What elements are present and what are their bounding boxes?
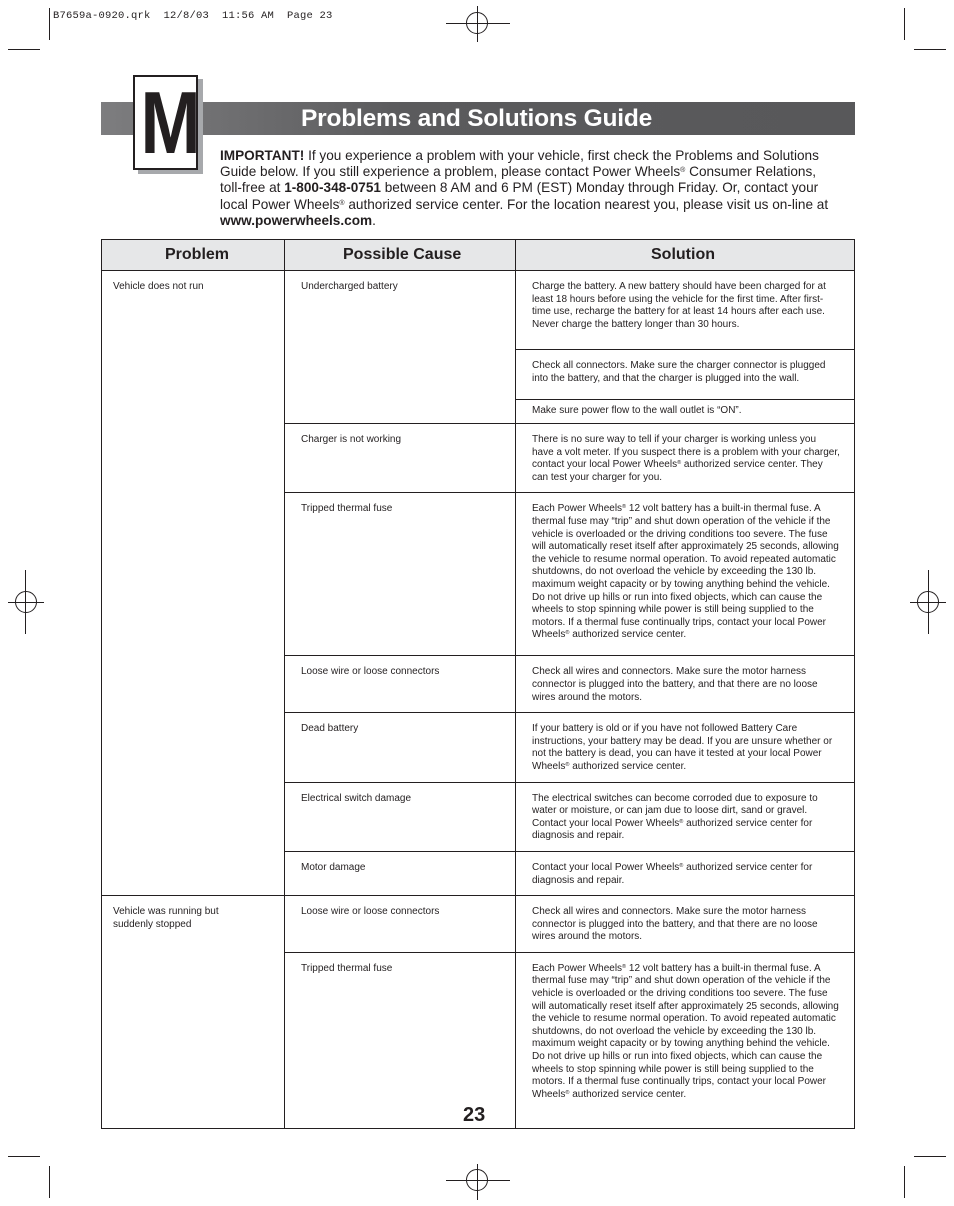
cause-cell bbox=[285, 493, 516, 656]
cause-cell bbox=[285, 713, 516, 782]
registered-mark: ® bbox=[565, 761, 570, 768]
crop-mark-bottom-right-h bbox=[914, 1156, 946, 1157]
solution-cell bbox=[516, 952, 855, 1128]
solution-text: Make sure power flow to the wall outlet is “ON”. bbox=[532, 405, 742, 416]
cause-cell bbox=[285, 656, 516, 713]
registered-mark: ® bbox=[565, 1089, 570, 1096]
cause-text: Electrical switch damage bbox=[301, 792, 412, 804]
crop-mark-top-right-h bbox=[914, 49, 946, 50]
registered-mark: ® bbox=[622, 504, 627, 511]
header-cause: Possible Cause bbox=[285, 240, 516, 271]
solution-cell bbox=[516, 851, 855, 895]
intro-text-1: If you experience a problem with your vehicle, first check the Problems and Solutions Guide below. If you still experience a problem, please contact Power Wheels bbox=[220, 148, 819, 180]
table-row bbox=[102, 271, 855, 350]
solution-text: Check all connectors. Make sure the charger connector is plugged into the battery, and that the charger is plugged into the wall. bbox=[532, 360, 826, 384]
intro-text-3: between 8 AM and 6 PM (EST) Monday through Friday. Or, contact your local Power Wheels bbox=[220, 180, 819, 212]
intro-text-4: authorized service center. For the location nearest you, please visit us on-line at bbox=[344, 196, 829, 212]
file-stamp: B7659a-0920.qrk 12/8/03 11:56 AM Page 23 bbox=[53, 10, 333, 22]
solution-text: Check all wires and connectors. Make sure the motor harness connector is plugged into the battery, and that there are no loose wires around the motors. bbox=[532, 906, 818, 943]
registered-mark: ® bbox=[622, 963, 627, 970]
solution-text: There is no sure way to tell if your charger is working unless you have a volt meter. If you suspect there is a problem with your charger, contact your local Power Wheels® authorized service center. They can test your charger for you. bbox=[532, 434, 840, 483]
cause-text: Dead battery bbox=[301, 723, 359, 735]
page-title: Problems and Solutions Guide bbox=[301, 105, 653, 132]
crop-mark-bottom-left-v bbox=[49, 1166, 50, 1198]
registered-mark: ® bbox=[680, 167, 686, 175]
solution-cell bbox=[516, 400, 855, 424]
page-number: 23 bbox=[463, 1104, 486, 1126]
registered-mark: ® bbox=[677, 460, 682, 467]
solution-text: If your battery is old or if you have not followed Battery Care instructions, your battery may be dead. If you are unsure whether or not the battery is dead, you can have it tested at your local Power Wheels® authorized service center. bbox=[532, 723, 833, 772]
solution-cell bbox=[516, 271, 855, 350]
section-letter: M bbox=[140, 73, 198, 172]
cause-text: Tripped thermal fuse bbox=[301, 962, 393, 974]
cause-text: Tripped thermal fuse bbox=[301, 503, 393, 515]
cause-text: Loose wire or loose connectors bbox=[301, 666, 440, 678]
cause-text: Loose wire or loose connectors bbox=[301, 906, 440, 918]
header-problem: Problem bbox=[102, 240, 285, 271]
solution-text: The electrical switches can become corroded due to exposure to water or moisture, or can jam due to loose dirt, sand or gravel. Contact your local Power Wheels® authorized service center for diagnosis and repair. bbox=[532, 792, 818, 842]
registered-mark: ® bbox=[339, 199, 345, 207]
crop-mark-bottom-left-h bbox=[8, 1156, 40, 1157]
cause-cell bbox=[285, 896, 516, 953]
registered-mark: ® bbox=[565, 630, 570, 637]
title-bar bbox=[101, 102, 855, 135]
cause-cell bbox=[285, 424, 516, 493]
cause-cell bbox=[285, 782, 516, 851]
cause-text: Charger is not working bbox=[301, 434, 402, 445]
solution-cell bbox=[516, 424, 855, 493]
cause-cell bbox=[285, 271, 516, 424]
problem-cell bbox=[102, 896, 285, 1129]
crop-mark-top-left-v bbox=[49, 8, 50, 40]
problems-solutions-table bbox=[101, 239, 855, 1129]
website-url: www.powerwheels.com bbox=[220, 212, 373, 228]
solution-text: Charge the battery. A new battery should have been charged for at least 18 hours before using the vehicle for the first time. After first-time use, recharge the battery for at least 14 hours after each use. Never charge the battery longer than 30 hours. bbox=[532, 281, 826, 330]
intro-paragraph bbox=[220, 148, 840, 229]
cause-text: Motor damage bbox=[301, 861, 366, 873]
solution-cell bbox=[516, 896, 855, 953]
crop-mark-bottom-right-v bbox=[904, 1166, 905, 1198]
solution-text: Contact your local Power Wheels® authorized service center for diagnosis and repair. bbox=[532, 861, 813, 886]
problem-text: Vehicle was running but suddenly stopped bbox=[113, 906, 219, 930]
solution-cell bbox=[516, 713, 855, 782]
table-header-row bbox=[102, 240, 855, 271]
solution-text: Check all wires and connectors. Make sure the motor harness connector is plugged into the battery, and that there are no loose wires around the motors. bbox=[532, 666, 818, 703]
section-tab bbox=[133, 75, 198, 170]
solution-cell bbox=[516, 782, 855, 851]
solution-text: Each Power Wheels® 12 volt battery has a built-in thermal fuse. A thermal fuse may “trip” and shut down operation of the vehicle if the vehicle is overloaded or the driving conditions too severe. The fuse will automatically reset itself after approximately 25 seconds, allowing the vehicle to resume normal operation. To avoid repeated automatic shutdowns, do not overload the vehicle by exceeding the 130 lb. maximum weight capacity or by towing anything behind the vehicle. Do not drive up hills or run into fixed objects, which can cause the wheels to stop spinning while power is still being supplied to the motors. If a thermal fuse continually trips, contact your local Power Wheels® authorized service center. bbox=[532, 962, 839, 1100]
important-label: IMPORTANT! bbox=[220, 148, 305, 163]
header-solution: Solution bbox=[516, 240, 855, 271]
cause-cell bbox=[285, 851, 516, 895]
intro-text-2: Consumer Relations, toll-free at bbox=[220, 164, 817, 196]
problem-text: Vehicle does not run bbox=[113, 281, 204, 292]
crop-mark-top-right-v bbox=[904, 8, 905, 40]
crop-mark-top-left-h bbox=[8, 49, 40, 50]
registered-mark: ® bbox=[679, 862, 684, 869]
cause-cell bbox=[285, 952, 516, 1128]
solution-text: Each Power Wheels® 12 volt battery has a built-in thermal fuse. A thermal fuse may “trip” and shut down operation of the vehicle if the vehicle is overloaded or the driving conditions too severe. The fuse will automatically reset itself after approximately 25 seconds, allowing the vehicle to resume normal operation. To avoid repeated automatic shutdowns, do not overload the vehicle by exceeding the 130 lb. maximum weight capacity or by towing anything behind the vehicle. Do not drive up hills or run into fixed objects, which can cause the wheels to stop spinning while power is still being supplied to the motors. If a thermal fuse continually trips, contact your local Power Wheels® authorized service center. bbox=[532, 503, 839, 641]
registered-mark: ® bbox=[679, 818, 684, 825]
problem-cell bbox=[102, 271, 285, 896]
solution-cell bbox=[516, 493, 855, 656]
table-row bbox=[102, 896, 855, 953]
phone-number: 1-800-348-0751 bbox=[284, 180, 381, 196]
cause-text: Undercharged battery bbox=[301, 281, 398, 292]
intro-text-5: . bbox=[372, 212, 376, 228]
solution-cell bbox=[516, 350, 855, 400]
solution-cell bbox=[516, 656, 855, 713]
